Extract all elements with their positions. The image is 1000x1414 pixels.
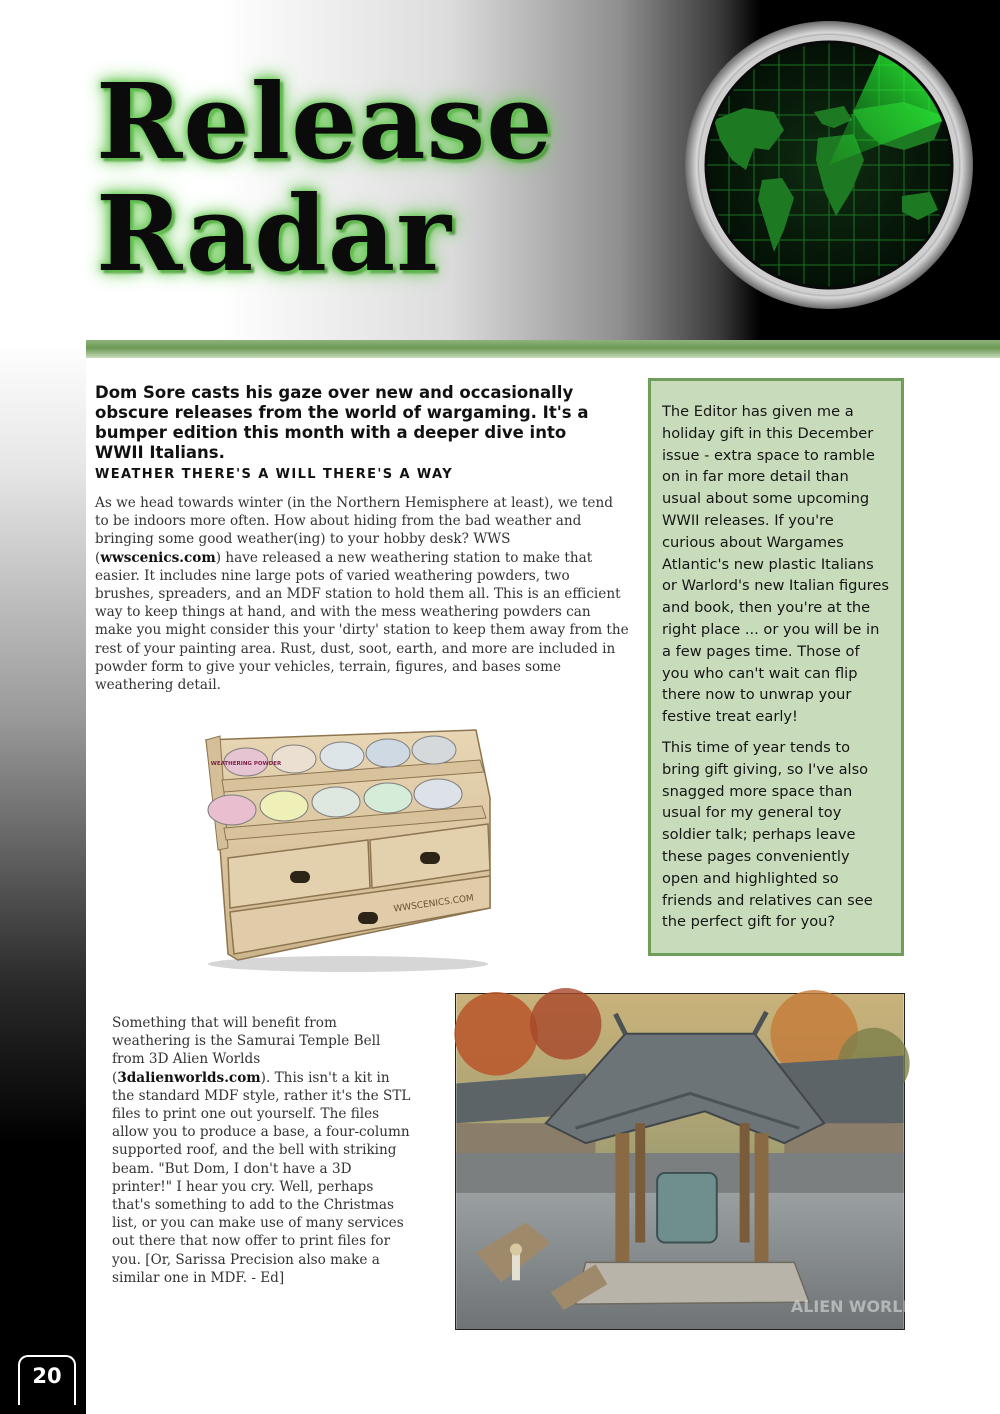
pot-label: WEATHERING POWDER <box>210 761 282 767</box>
temple-bell-image <box>455 993 927 1330</box>
sidebar-paragraph: The Editor has given me a holiday gift in this December issue - extra space to ramble on in far more detail than usual about some upcoming WWII releases. If you're curious about Wargames Atlantic's new plastic Italians or Warlord's new Italian figures and book, then you're at the right place ... or you will be in a few pages time. Those of you who can't wait can flip there now to unwrap your festive treat early! <box>662 403 889 726</box>
title-line-2: Radar <box>96 172 453 295</box>
title-line-1: Release <box>96 60 554 183</box>
body-text: ). This isn't a kit in the standard MDF style, rather it's the STL files to print one out yourself. The files allow you to produce a base, a four-column supported roof, and the bell with striking beam. "But Dom, I don't have a 3D printer!" I hear you cry. Well, perhaps that's something to add to the Christmas list, or you can make use of many services out there that now offer to print files for you. [Or, Sarissa Precision also make a similar one in MDF. - Ed] <box>112 1069 411 1286</box>
editor-sidebar-box <box>648 378 904 956</box>
image-watermark: ALIEN WORLDS <box>790 1297 927 1317</box>
article-body-weathering <box>95 494 630 694</box>
intro-standfirst: Dom Sore casts his gaze over new and occasionally obscure releases from the world of wargaming. It's a bumper edition this month with a deeper dive into WWII Italians. <box>95 383 589 462</box>
station-brand-mark: WWSCENICS.COM <box>392 893 475 915</box>
website-link-wwscenics[interactable]: wwscenics.com <box>100 549 216 566</box>
body-text: As we head towards winter (in the Northern Hemisphere at least), we tend to be indoors more often. How about hiding from the bad weather and bringing some good weather(ing) to your hobby desk? WWS ( <box>95 495 613 566</box>
sidebar-paragraph: This time of year tends to bring gift giving, so I've also snagged more space than usual for my general toy soldier talk; perhaps leave these pages conveniently open and highlighted so friends and relatives can see the perfect gift for you? <box>662 738 873 931</box>
radar-icon <box>684 20 974 310</box>
body-text: ) have released a new weathering station to make that easier. It includes nine large pots of varied weathering powders, two brushes, spreaders, and an MDF station to hold them all. This is an efficient way to keep things at hand, and with the mess weathering powders can make you might consider this your 'dirty' station to keep them away from the rest of your painting area. Rust, dust, soot, earth, and more are included in powder form to give your vehicles, terrain, figures, and bases some weathering detail. <box>95 549 629 694</box>
page-number: 20 <box>18 1355 76 1405</box>
article-body-temple-bell <box>112 1014 412 1287</box>
section-heading-weather: WEATHER THERE'S A WILL THERE'S A WAY <box>95 467 454 482</box>
header-divider <box>0 340 1000 358</box>
website-link-3dalienworlds[interactable]: 3dalienworlds.com <box>117 1069 261 1086</box>
left-margin-strip <box>0 340 86 1414</box>
body-text: Something that will benefit from weathering is the Samurai Temple Bell from 3D Alien Worlds ( <box>112 1015 381 1086</box>
weathering-station-image <box>198 728 498 974</box>
